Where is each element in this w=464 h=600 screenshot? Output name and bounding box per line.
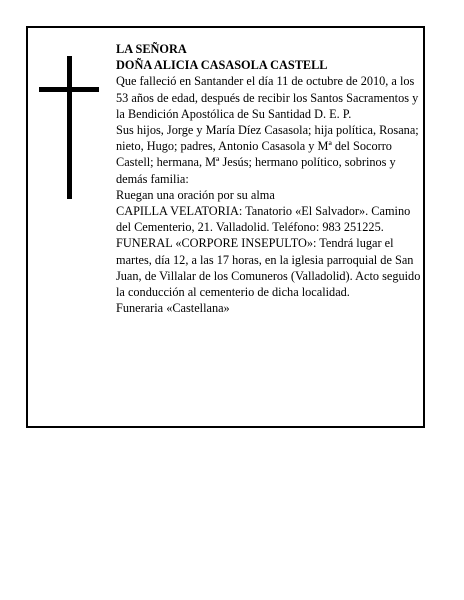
- funeral-paragraph: FUNERAL «CORPORE INSEPULTO»: Tendrá lugar el martes, día 12, a las 17 horas, en la iglesia parroquial de San Juan, de Villalar de los Comuneros (Valladolid). Acto seguido la conducción al cementerio de dicha localidad.: [116, 236, 421, 300]
- notice-title: LA SEÑORA: [116, 42, 187, 56]
- chapel-paragraph: CAPILLA VELATORIA: Tanatorio «El Salvador». Camino del Cementerio, 21. Valladolid. Teléfono: 983 251225.: [116, 204, 411, 235]
- notice-text: [116, 41, 426, 316]
- obituary-notice: [26, 26, 425, 428]
- death-details-paragraph: Que falleció en Santander el día 11 de octubre de 2010, a los 53 años de edad, después de recibir los Santos Sacramentos y la Bendición Apostólica de Su Santidad D. E. P.: [116, 74, 419, 121]
- funeral-home: Funeraria «Castellana»: [116, 301, 230, 316]
- cross-vertical-bar: [67, 56, 72, 199]
- prayer-request: Ruegan una oración por su alma: [116, 187, 275, 202]
- deceased-name: DOÑA ALICIA CASASOLA CASTELL: [116, 58, 328, 73]
- cross-horizontal-bar: [39, 87, 99, 92]
- family-paragraph: Sus hijos, Jorge y María Díez Casasola; hija política, Rosana; nieto, Hugo; padres, Antonio Casasola y Mª del Socorro Castell; hermana, Mª Jesús; hermano político, sobrinos y demás familia:: [116, 123, 419, 186]
